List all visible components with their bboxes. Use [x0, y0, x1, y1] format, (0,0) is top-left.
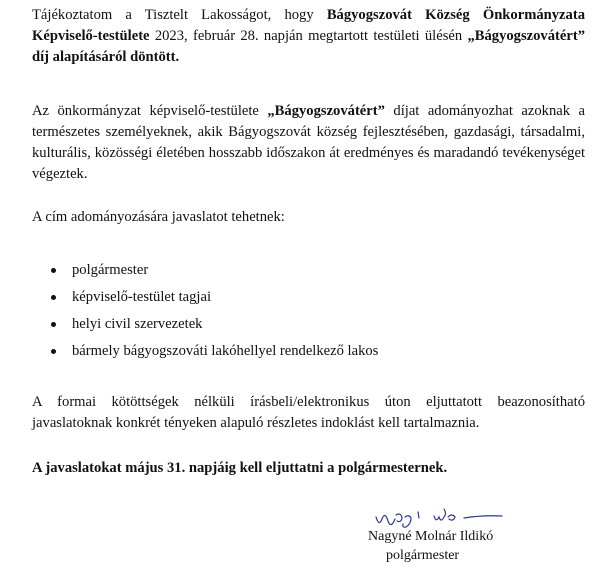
bullet-icon [51, 349, 56, 354]
proposers-intro: A cím adományozására javaslatot tehetnek: [32, 209, 285, 225]
award-paragraph [32, 101, 585, 185]
intro-text-1: Tájékoztatom a Tisztelt Lakosságot, hogy [32, 7, 327, 23]
bullet-icon [51, 322, 56, 327]
list-item-text: helyi civil szervezetek [72, 316, 203, 332]
intro-paragraph [32, 5, 585, 68]
award-name: „Bágyogszovátért” [267, 103, 385, 119]
bullet-icon [51, 268, 56, 273]
award-text-1: Az önkormányzat képviselő-testülete [32, 103, 268, 119]
list-item-text: polgármester [72, 262, 149, 278]
list-item-text: képviselő-testület tagjai [72, 289, 212, 305]
list-item-text: bármely bágyogszováti lakóhellyel rendelkező lakos [72, 343, 379, 359]
intro-award-decision: „Bágyogszovátért” díj alapításáról döntött. [32, 28, 585, 65]
requirements-paragraph: A formai kötöttségek nélküli írásbeli/elektronikus úton eljuttatott beazonosítható javaslatoknak konkrét tényeken alapuló részletes indoklást kell tartalmaznia. [32, 394, 585, 431]
award-text-2: díjat adományozhat azoknak a természetes személyeknek, akik Bágyogszovát község fejlesztésében, gazdasági, társadalmi, kulturális, közösségi életében hosszabb időszakon át eredményes és maradandó tevékenységet végeztek. [32, 103, 585, 182]
deadline-paragraph: A javaslatokat május 31. napjáig kell eljuttatni a polgármesternek. [32, 460, 448, 476]
bullet-icon [51, 295, 56, 300]
signatory-name: Nagyné Molnár Ildikó [368, 529, 494, 544]
signatory-title: polgármester [386, 548, 460, 563]
intro-text-2: 2023, február 28. napján megtartott testületi ülésén [149, 28, 468, 44]
intro-council-name: Bágyogszovát Község Önkormányzata Képviselő-testülete [32, 7, 585, 44]
